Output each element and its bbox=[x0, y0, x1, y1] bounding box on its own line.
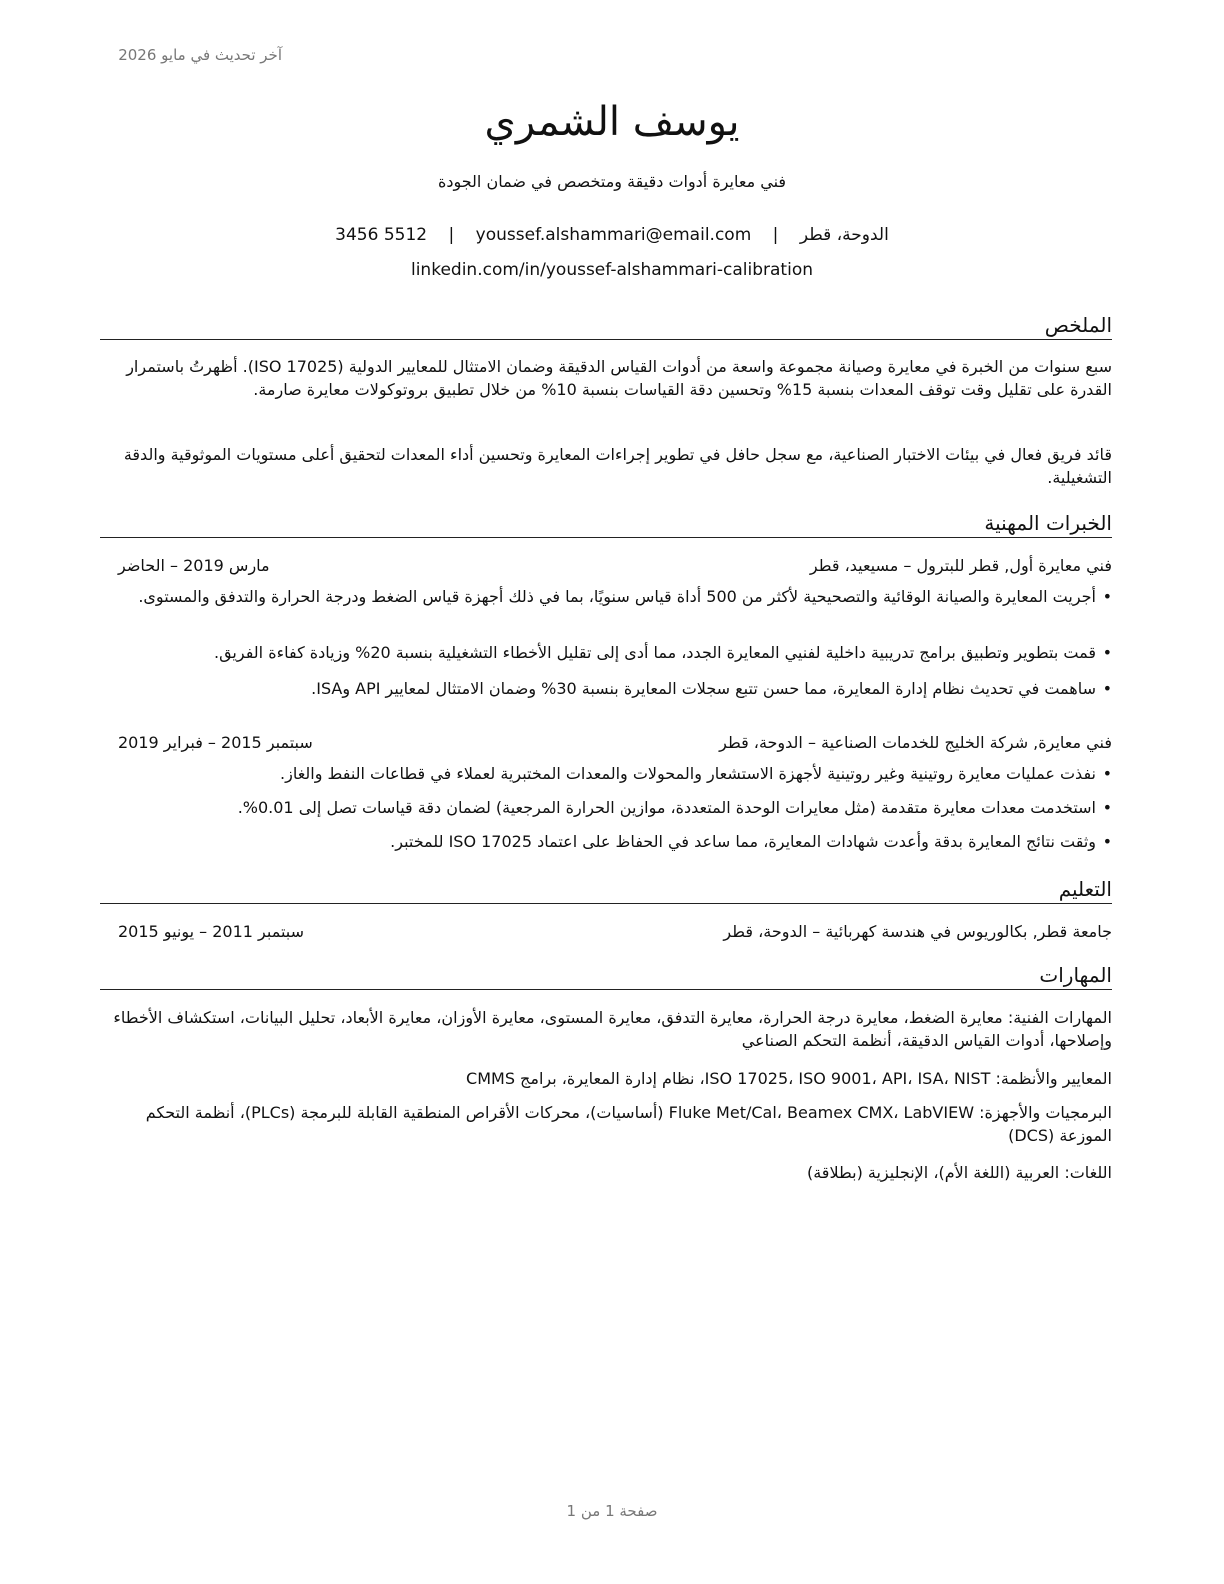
linkedin-link[interactable]: linkedin.com/in/youssef-alshammari-calibration bbox=[410, 260, 813, 280]
candidate-name: يوسف الشمري bbox=[484, 99, 740, 145]
skills-line: المعايير والأنظمة: ISO 17025، ISO 9001، API، ISA، NIST، نظام إدارة المعايرة، برامج CMMS bbox=[466, 1069, 1112, 1088]
separator: | bbox=[772, 225, 779, 245]
job-dates: سبتمبر 2015 – فبراير 2019 bbox=[118, 733, 313, 752]
job-row bbox=[100, 554, 1112, 577]
section-title-experience: الخبرات المهنية bbox=[100, 509, 1112, 538]
job-heading: فني معايرة أول, قطر للبترول – مسيعيد، قطر bbox=[809, 556, 1112, 575]
job-bullet: •أجريت المعايرة والصيانة الوقائية والتصحيحية لأكثر من 500 أداة قياس سنويًا، بما في ذلك أجهزة قياس الضغط ودرجة الحرارة والتدفق والمستوى. bbox=[138, 587, 1112, 606]
job-bullet: •قمت بتطوير وتطبيق برامج تدريبية داخلية لفنيي المعايرة الجدد، مما أدى إلى تقليل الأخطاء التشغيلية بنسبة 20% وزيادة كفاءة الفريق. bbox=[213, 643, 1112, 662]
job-row bbox=[100, 731, 1112, 754]
job-dates: مارس 2019 – الحاضر bbox=[118, 556, 270, 575]
bullet-icon: • bbox=[1102, 764, 1112, 783]
skills-line: البرمجيات والأجهزة: Fluke Met/Cal، Beamex CMX، LabVIEW (أساسيات)، محركات الأقراص المنطقية القابلة للبرمجة (PLCs)، أنظمة التحكم الموزعة (DCS) bbox=[145, 1103, 1112, 1145]
education-row bbox=[100, 920, 1112, 943]
education-dates: سبتمبر 2011 – يونيو 2015 bbox=[118, 922, 305, 941]
skills-line: المهارات الفنية: معايرة الضغط، معايرة درجة الحرارة، معايرة التدفق، معايرة المستوى، معايرة الأوزان، معايرة الأبعاد، تحليل البيانات، استكشاف الأخطاء وإصلاحها، أدوات القياس الدقيقة، أنظمة التحكم الصناعي bbox=[113, 1008, 1112, 1050]
bullet-icon: • bbox=[1102, 832, 1112, 851]
job-bullet: •استخدمت معدات معايرة متقدمة (مثل معايرات الوحدة المتعددة، موازين الحرارة المرجعية) لضمان دقة قياسات تصل إلى 0.01%. bbox=[237, 798, 1112, 817]
section-title-skills: المهارات bbox=[100, 961, 1112, 990]
skills-line: اللغات: العربية (اللغة الأم)، الإنجليزية (بطلاقة) bbox=[806, 1163, 1112, 1182]
email-link[interactable]: youssef.alshammari@email.com bbox=[475, 225, 752, 245]
bullet-icon: • bbox=[1102, 587, 1112, 606]
job-heading: فني معايرة, شركة الخليج للخدمات الصناعية – الدوحة، قطر bbox=[719, 733, 1112, 752]
job-bullet: •نفذت عمليات معايرة روتينية وغير روتينية لأجهزة الاستشعار والمحولات والمعدات المختبرية لعملاء في قطاعات النفط والغاز. bbox=[280, 764, 1112, 783]
last-updated: آخر تحديث في مايو 2026 bbox=[118, 46, 282, 64]
job-bullet: •وثقت نتائج المعايرة بدقة وأعدت شهادات المعايرة، مما ساعد في الحفاظ على اعتماد ISO 17025 للمختبر. bbox=[390, 832, 1112, 851]
education-heading: جامعة قطر, بكالوريوس في هندسة كهربائية – الدوحة، قطر bbox=[723, 922, 1112, 941]
bullet-icon: • bbox=[1102, 798, 1112, 817]
separator: | bbox=[448, 225, 455, 245]
section-title-summary: الملخص bbox=[100, 311, 1112, 340]
phone-number: 3456 5512 bbox=[335, 225, 428, 245]
contact-line bbox=[0, 225, 1224, 245]
summary-paragraph: قائد فريق فعال في بيئات الاختبار الصناعية، مع سجل حافل في تطوير إجراءات المعايرة وتحسين أداء المعدات لتحقيق أعلى مستويات الموثوقية والدقة التشغيلية. bbox=[123, 445, 1112, 487]
candidate-tagline: فني معايرة أدوات دقيقة ومتخصص في ضمان الجودة bbox=[437, 172, 787, 191]
bullet-icon: • bbox=[1102, 679, 1112, 698]
bullet-icon: • bbox=[1102, 643, 1112, 662]
section-title-education: التعليم bbox=[100, 875, 1112, 904]
job-bullet: •ساهمت في تحديث نظام إدارة المعايرة، مما حسن تتبع سجلات المعايرة بنسبة 30% وضمان الامتثال لمعايير API وISA. bbox=[311, 679, 1112, 698]
page-number: صفحة 1 من 1 bbox=[566, 1502, 658, 1520]
summary-paragraph: سبع سنوات من الخبرة في معايرة وصيانة مجموعة واسعة من أدوات القياس الدقيقة وضمان الامتثال للمعايير الدولية (ISO 17025). أظهرتُ باستمرار القدرة على تقليل وقت توقف المعدات بنسبة 15% وتحسين دقة القياسات بنسبة 10% من خلال تطبيق بروتوكولات معايرة صارمة. bbox=[126, 357, 1112, 399]
location: الدوحة، قطر bbox=[799, 225, 889, 245]
